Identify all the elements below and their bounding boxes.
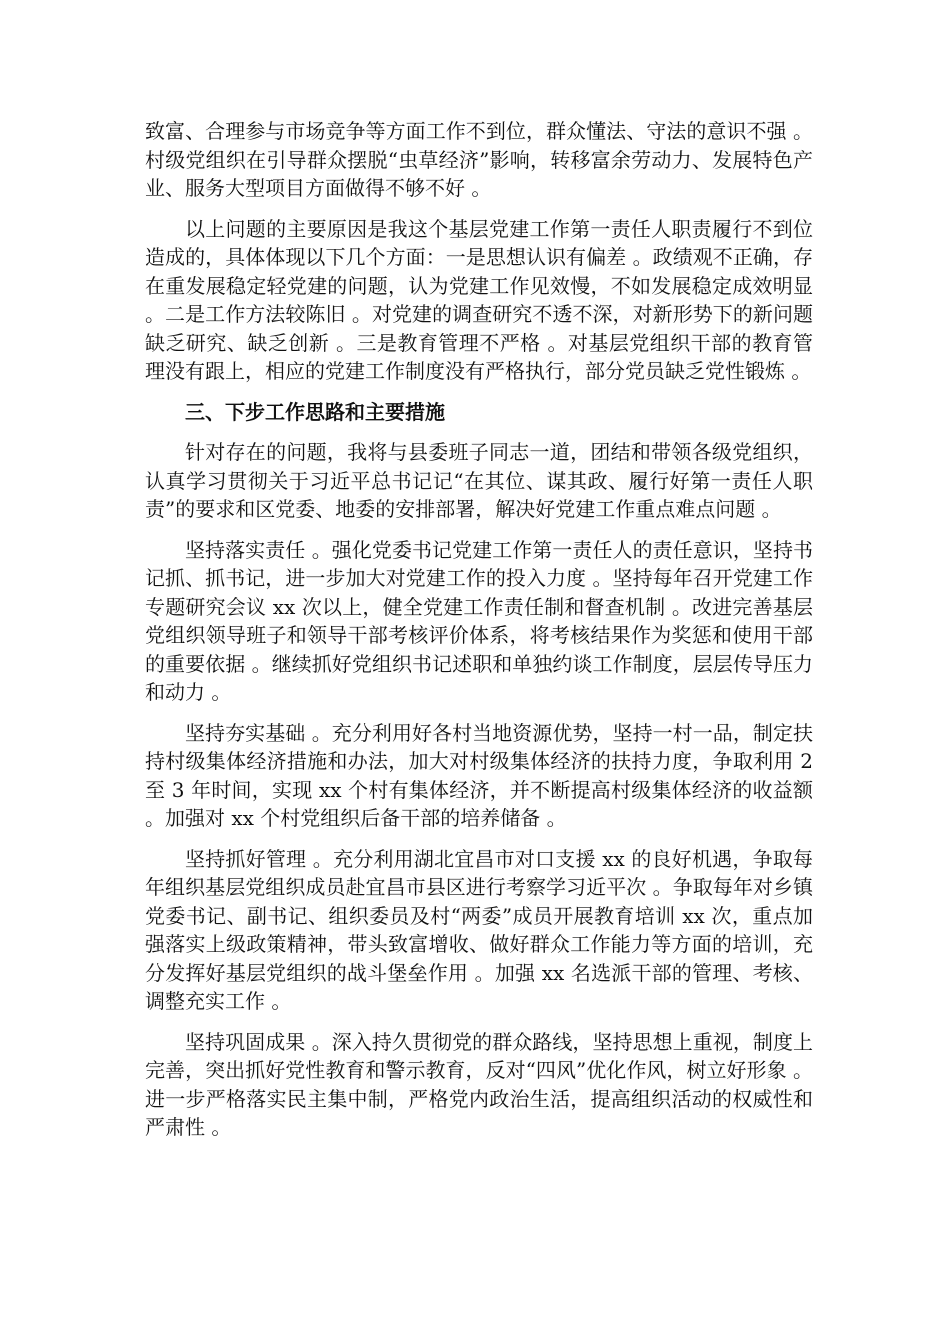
paragraph-foundation: 坚持夯实基础 。充分利用好各村当地资源优势，坚持一村一品，制定扶持村级集体经济措施和办法，加大对村级集体经济的扶持力度，争取利用 2 至 3 年时间，实现 xx 个村有集体经济，并不断提高村级集体经济的收益额 。加强对 xx 个村党组织后备干部的培养储备 。 xyxy=(145,720,813,830)
document-body xyxy=(145,117,813,1154)
paragraph-management: 坚持抓好管理 。充分利用湖北宜昌市对口支援 xx 的良好机遇，争取每年组织基层党组织成员赴宜昌市县区进行考察学习近平次 。争取每年对乡镇党委书记、副书记、组织委员及村“两委”成员开展教育培训 xx 次，重点加强落实上级政策精神，带头致富增收、做好群众工作能力等方面的培训，充分发挥好基层党组织的战斗堡垒作用 。加强 xx 名选派干部的管理、考核、调整充实工作 。 xyxy=(145,846,813,1013)
paragraph-problem-causes: 以上问题的主要原因是我这个基层党建工作第一责任人职责履行不到位造成的，具体体现以下几个方面：一是思想认识有偏差 。政绩观不正确，存在重发展稳定轻党建的问题，认为党建工作见效慢，不如发展稳定成效明显 。二是工作方法较陈旧 。对党建的调查研究不透不深，对新形势下的新问题缺乏研究、缺乏创新 。三是教育管理不严格 。对基层党组织干部的教育管理没有跟上，相应的党建工作制度没有严格执行，部分党员缺乏党性锻炼 。 xyxy=(145,216,813,383)
section-heading: 三、下步工作思路和主要措施 xyxy=(185,399,445,424)
paragraph-continuation: 致富、合理参与市场竞争等方面工作不到位，群众懂法、守法的意识不强 。村级党组织在引导群众摆脱“虫草经济”影响，转移富余劳动力、发展特色产业、服务大型项目方面做得不够不好 。 xyxy=(145,119,813,200)
paragraph-consolidation: 坚持巩固成果 。深入持久贯彻党的群众路线，坚持思想上重视，制度上完善，突出抓好党性教育和警示教育，反对“四风”优化作风，树立好形象 。进一步严格落实民主集中制，严格党内政治生活，提高组织活动的权威性和严肃性 。 xyxy=(145,1029,813,1139)
paragraph-responsibility: 坚持落实责任 。强化党委书记党建工作第一责任人的责任意识，坚持书记抓、抓书记，进一步加大对党建工作的投入力度 。坚持每年召开党建工作专题研究会议 xx 次以上，健全党建工作责任制和督查机制 。改进完善基层党组织领导班子和领导干部考核评价体系，将考核结果作为奖惩和使用干部的重要依据 。继续抓好党组织书记述职和单独约谈工作制度，层层传导压力和动力 。 xyxy=(145,537,813,704)
paragraph-intro-measures: 针对存在的问题，我将与县委班子同志一道，团结和带领各级党组织，认真学习贯彻关于习近平总书记记“在其位、谋其政、履行好第一责任人职责”的要求和区党委、地委的安排部署，解决好党建工作重点难点问题 。 xyxy=(145,440,813,521)
